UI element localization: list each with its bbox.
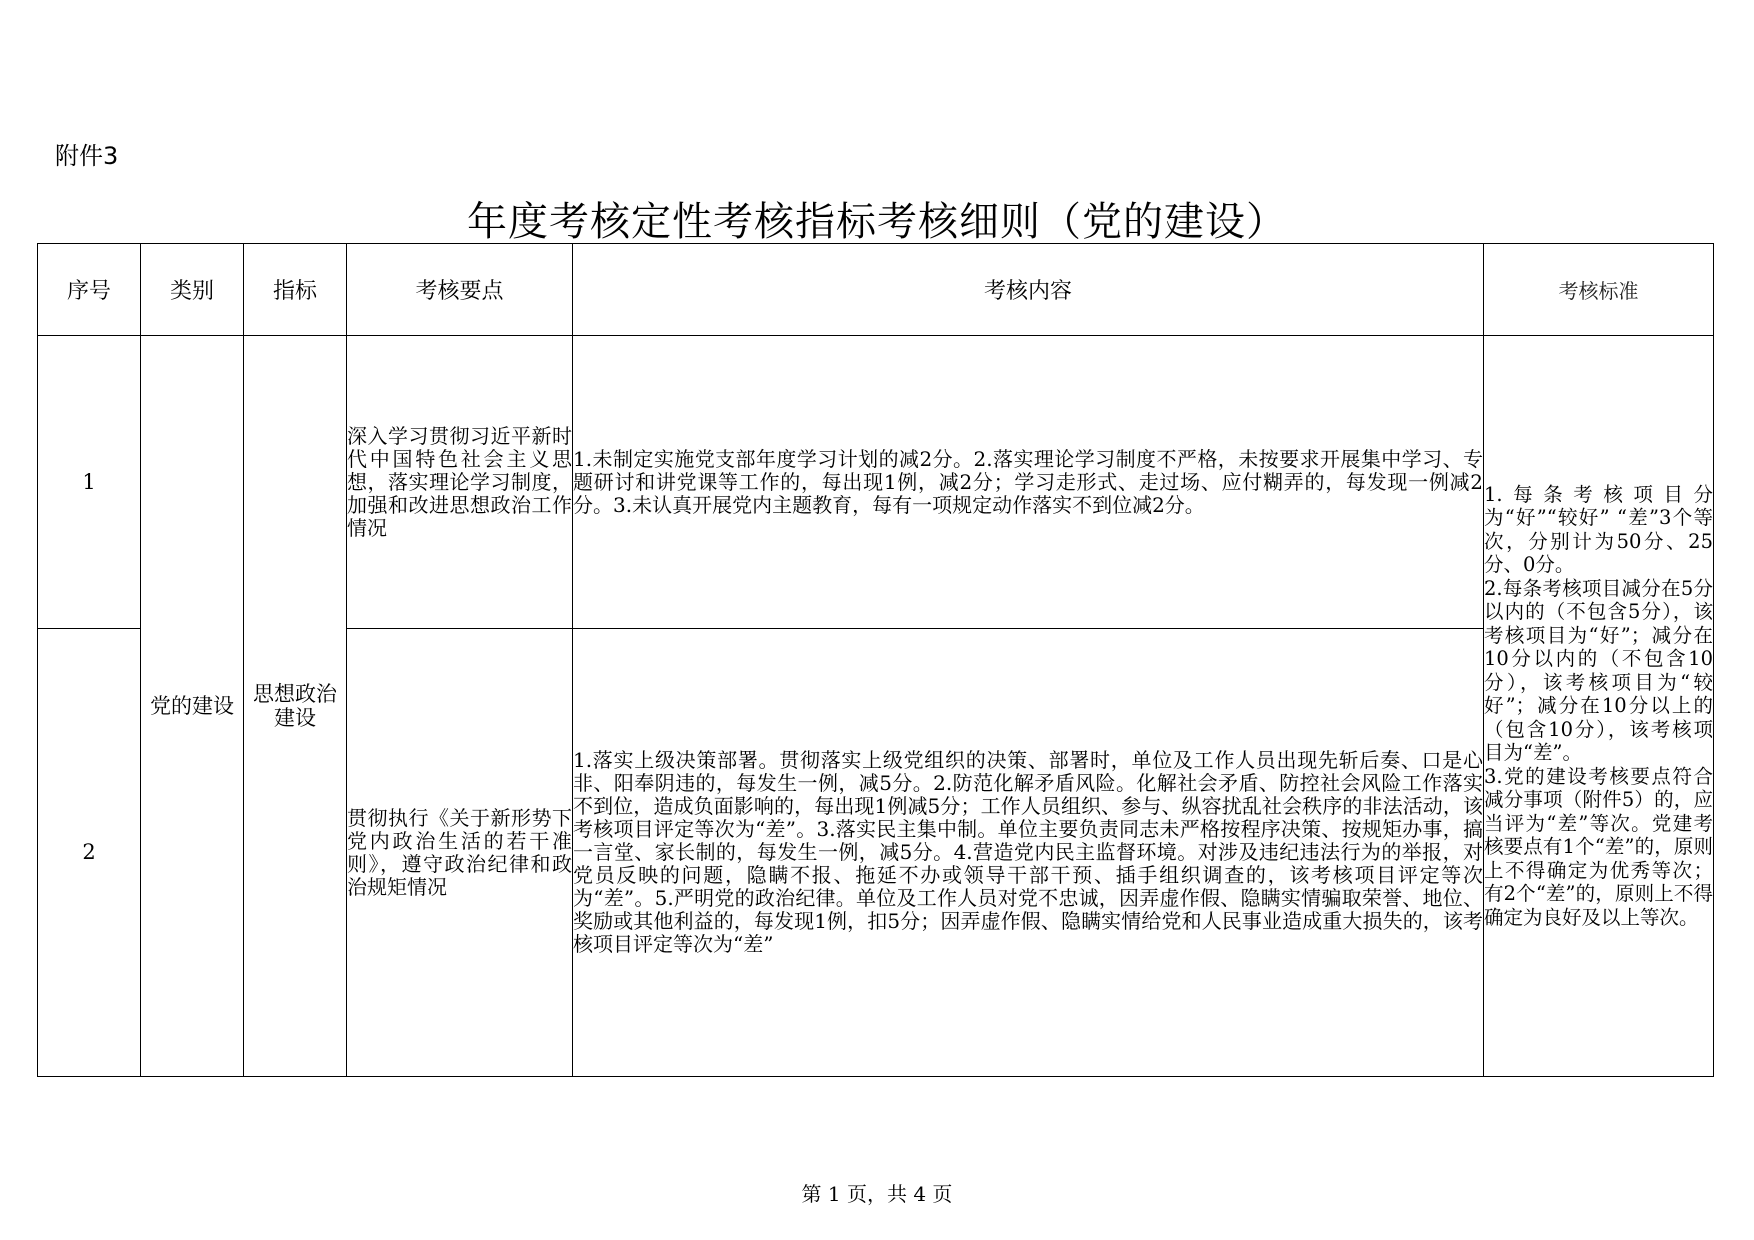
standard-item-3: 3.党的建设考核要点符合减分事项（附件5）的，应当评为“差”等次。党建考核要点有1个“差”的，原则上不得确定为优秀等次；有2个“差”的，原则上不得确定为良好及以上等次。 [1484, 764, 1713, 929]
key-point-cell: 深入学习贯彻习近平新时代中国特色社会主义思想，落实理论学习制度，加强和改进思想政治工作情况 [347, 336, 573, 629]
page-indicator: 第 1 页，共 4 页 [801, 1182, 953, 1206]
header-standard: 考核标准 [1484, 244, 1714, 336]
table-row [38, 336, 1714, 629]
attachment-label: 附件3 [55, 142, 119, 170]
header-seq: 序号 [38, 244, 141, 336]
category-cell: 党的建设 [141, 336, 244, 1077]
row-seq: 2 [38, 629, 141, 1077]
header-content: 考核内容 [573, 244, 1484, 336]
content-cell: 1.落实上级决策部署。贯彻落实上级党组织的决策、部署时，单位及工作人员出现先斩后奏、口是心非、阳奉阴违的，每发生一例，减5分。2.防范化解矛盾风险。化解社会矛盾、防控社会风险工作落实不到位，造成负面影响的，每出现1例减5分；工作人员组织、参与、纵容扰乱社会秩序的非法活动，该考核项目评定等次为“差”。3.落实民主集中制。单位主要负责同志未严格按程序决策、按规矩办事，搞一言堂、家长制的，每发生一例，减5分。4.营造党内民主监督环境。对涉及违纪违法行为的举报，对党员反映的问题，隐瞒不报、拖延不办或领导干部干预、插手组织调查的，该考核项目评定等次为“差”。5.严明党的政治纪律。单位及工作人员对党不忠诚，因弄虚作假、隐瞒实情骗取荣誉、地位、奖励或其他利益的，每发现1例，扣5分；因弄虚作假、隐瞒实情给党和人民事业造成重大损失的，该考核项目评定等次为“差” [573, 629, 1484, 1077]
header-row [38, 244, 1714, 336]
key-point-cell: 贯彻执行《关于新形势下党内政治生活的若干准则》，遵守政治纪律和政治规矩情况 [347, 629, 573, 1077]
document-title: 年度考核定性考核指标考核细则（党的建设） [467, 199, 1287, 245]
header-category: 类别 [141, 244, 244, 336]
header-key-points: 考核要点 [347, 244, 573, 336]
indicator-cell: 思想政治建设 [244, 336, 347, 1077]
header-indicator: 指标 [244, 244, 347, 336]
assessment-table [37, 243, 1714, 1077]
content-cell: 1.未制定实施党支部年度学习计划的减2分。2.落实理论学习制度不严格，未按要求开展集中学习、专题研讨和讲党课等工作的，每出现1例，减2分；学习走形式、走过场、应付糊弄的，每发现一例减2分。3.未认真开展党内主题教育，每有一项规定动作落实不到位减2分。 [573, 336, 1484, 629]
standard-cell [1484, 336, 1714, 1077]
standard-item-1: 1.每条考核项目分为“好”“较好” “差”3个等次，分别计为50分、25 分、0分。 [1484, 482, 1713, 577]
row-seq: 1 [38, 336, 141, 629]
standard-item-2: 2.每条考核项目减分在5分以内的（不包含5分），该考核项目为“好”；减分在10分以内的（不包含10分），该考核项目为“较好”；减分在10分以上的（包含10分），该考核项目为“差”。 [1484, 576, 1713, 765]
